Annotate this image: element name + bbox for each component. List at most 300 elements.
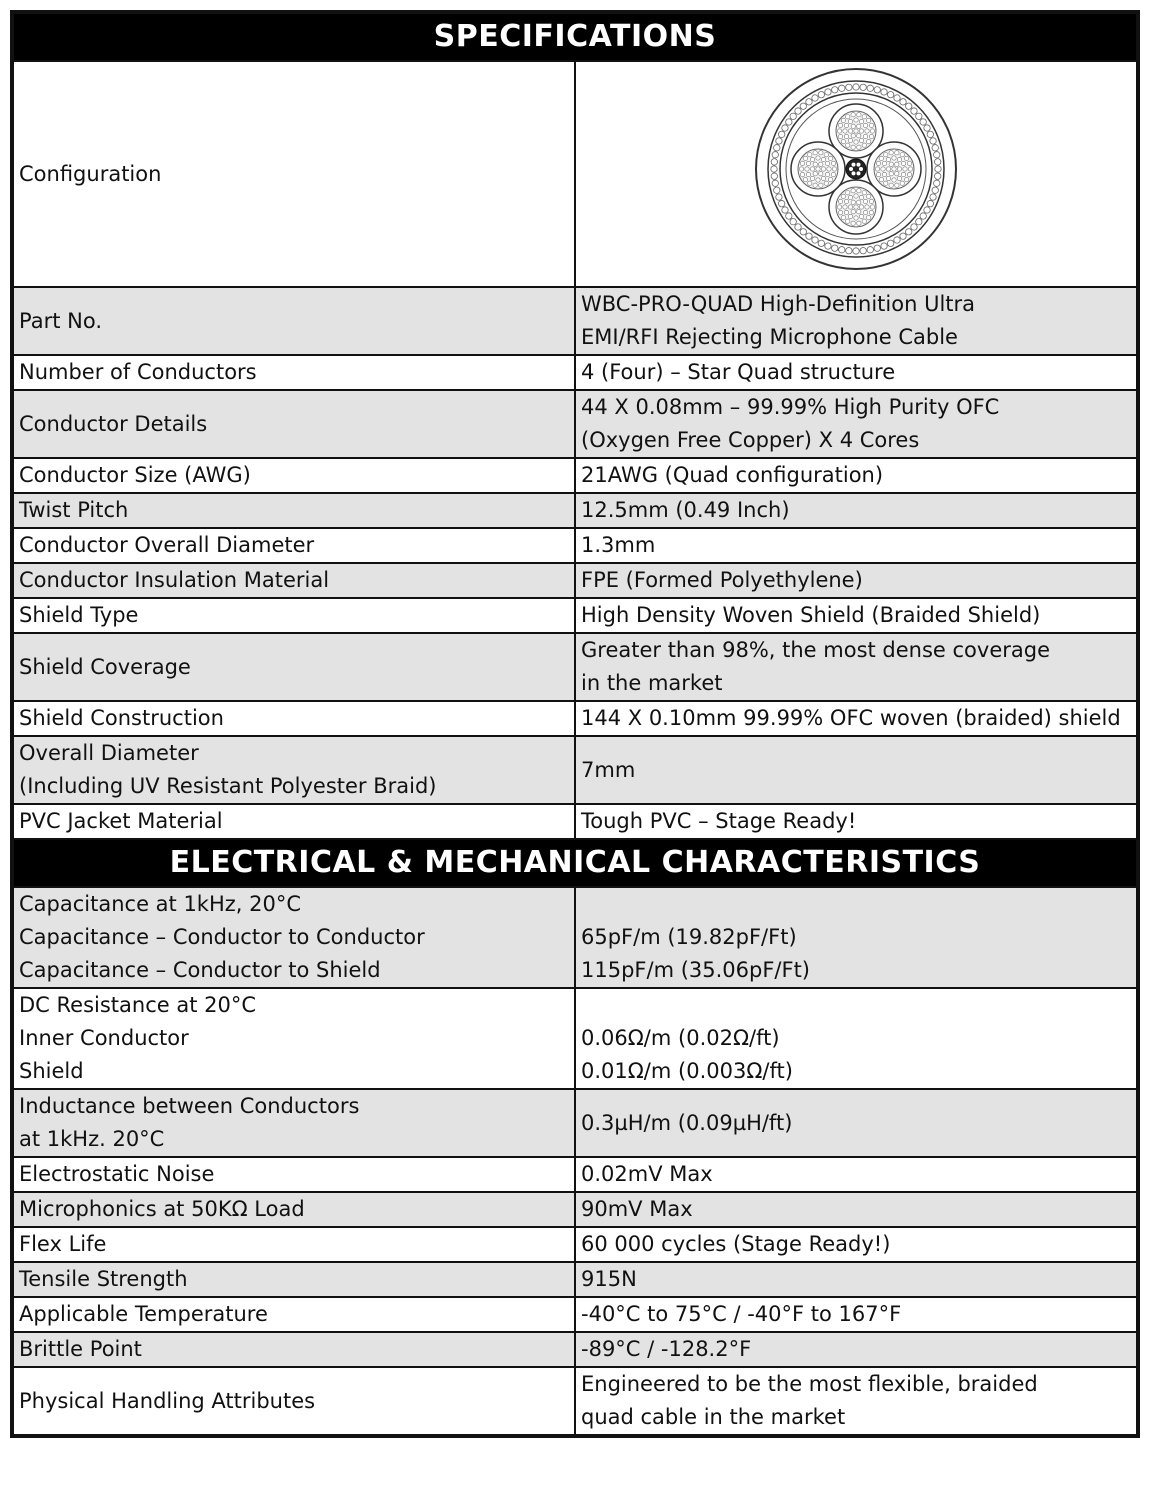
cell-line: Shield xyxy=(19,1059,84,1083)
spec-value xyxy=(575,287,1137,355)
conductor-strand xyxy=(799,167,803,171)
braid-strand xyxy=(934,159,940,165)
conductor-strand xyxy=(854,118,858,122)
spec-row xyxy=(13,1262,1137,1297)
spec-value xyxy=(575,1089,1137,1157)
cell-line: Physical Handling Attributes xyxy=(19,1388,316,1413)
conductor-strand xyxy=(825,161,829,165)
spec-row xyxy=(13,493,1137,528)
conductor-strand xyxy=(851,113,855,117)
conductor-strand xyxy=(819,183,823,187)
conductor-strand xyxy=(828,156,832,160)
braid-strand xyxy=(839,85,845,91)
cell-line: Capacitance – Conductor to Conductor xyxy=(19,925,425,949)
spec-row xyxy=(13,1332,1137,1367)
conductor-strand xyxy=(838,134,842,138)
conductor-strand xyxy=(857,134,861,138)
braid-strand xyxy=(786,119,792,125)
conductor-strand xyxy=(862,219,866,223)
braid-strand xyxy=(927,200,933,206)
conductor-strand xyxy=(816,167,820,171)
spec-row xyxy=(13,736,1137,804)
conductor-strand xyxy=(889,172,893,176)
spec-label xyxy=(13,736,575,804)
braid-strand xyxy=(935,166,941,172)
spec-label xyxy=(13,1332,575,1367)
spec-row xyxy=(13,458,1137,493)
conductor-strand xyxy=(854,194,858,198)
conductor-strand xyxy=(857,189,861,193)
center-filler-strand xyxy=(859,167,863,171)
braid-strand xyxy=(920,119,926,125)
spec-row xyxy=(13,633,1137,701)
conductor-strand xyxy=(865,205,869,209)
spec-label xyxy=(13,988,575,1089)
braid-strand xyxy=(927,131,933,137)
cell-line: 144 X 0.10mm 99.99% OFC woven (braided) shield xyxy=(581,706,1121,730)
conductor-strand xyxy=(862,143,866,147)
conductor-strand xyxy=(805,167,809,171)
conductor-strand xyxy=(900,153,904,157)
conductor-strand xyxy=(869,210,873,214)
braid-strand xyxy=(916,219,922,225)
conductor-strand xyxy=(824,153,828,157)
spec-label xyxy=(13,1297,575,1332)
braid-strand xyxy=(894,95,900,101)
cell-line: in the market xyxy=(581,671,723,695)
conductor-strand xyxy=(889,151,893,155)
conductor-strand xyxy=(846,191,850,195)
specifications-title: SPECIFICATIONS xyxy=(13,13,1137,61)
braid-strand xyxy=(778,131,784,137)
conductor-strand xyxy=(800,161,804,165)
braid-strand xyxy=(771,166,777,172)
cell-line: 4 (Four) – Star Quad structure xyxy=(581,360,896,384)
braid-strand xyxy=(894,237,900,243)
cell-line: Flex Life xyxy=(19,1232,107,1256)
spec-label xyxy=(13,563,575,598)
braid-strand xyxy=(887,91,893,97)
cell-line: 90mV Max xyxy=(581,1197,693,1221)
conductor-strand xyxy=(808,181,812,185)
conductor-strand xyxy=(870,205,874,209)
braid-strand xyxy=(906,103,912,109)
conductor-strand xyxy=(866,118,870,122)
cell-line: Brittle Point xyxy=(19,1337,142,1361)
cell-line: Inner Conductor xyxy=(19,1026,189,1050)
cell-line: 0.01Ω/m (0.003Ω/ft) xyxy=(581,1059,793,1083)
conductor-strand xyxy=(895,162,899,166)
cell-line: PVC Jacket Material xyxy=(19,809,223,833)
cell-line: Shield Type xyxy=(19,603,139,627)
conductor-strand xyxy=(851,145,855,149)
cell-line: DC Resistance at 20°C xyxy=(19,993,257,1017)
conductor-strand xyxy=(895,172,899,176)
spec-label xyxy=(13,701,575,736)
conductor-strand xyxy=(879,156,883,160)
braid-strand xyxy=(916,113,922,119)
conductor-strand xyxy=(806,172,810,176)
conductor-strand xyxy=(857,210,861,214)
conductor-strand xyxy=(813,183,817,187)
braid-strand xyxy=(867,247,873,253)
spec-row xyxy=(13,887,1137,988)
spec-row xyxy=(13,1297,1137,1332)
conductor-strand xyxy=(831,172,835,176)
conductor-strand xyxy=(907,161,911,165)
braid-strand xyxy=(774,187,780,193)
conductor-strand xyxy=(876,161,880,165)
conductor-strand xyxy=(886,167,890,171)
conductor-strand xyxy=(901,172,905,176)
conductor-strand xyxy=(851,134,855,138)
cell-line: Engineered to be the most flexible, braided xyxy=(581,1372,1038,1396)
center-filler-strand xyxy=(849,167,853,171)
braid-strand xyxy=(839,247,845,253)
conductor-strand xyxy=(821,167,825,171)
conductor-strand xyxy=(827,167,831,171)
conductor-strand xyxy=(869,199,873,203)
braid-strand xyxy=(812,95,818,101)
conductor-strand xyxy=(897,167,901,171)
braid-strand xyxy=(867,85,873,91)
cell-line: Twist Pitch xyxy=(19,498,129,522)
cell-line: Applicable Temperature xyxy=(19,1302,268,1326)
conductor-strand xyxy=(844,134,848,138)
conductor-strand xyxy=(813,151,817,155)
conductor-strand xyxy=(859,195,863,199)
cell-line: Capacitance at 1kHz, 20°C xyxy=(19,892,302,916)
conductor-strand xyxy=(819,172,823,176)
braid-strand xyxy=(778,200,784,206)
conductor-strand xyxy=(869,123,873,127)
spec-value xyxy=(575,633,1137,701)
conductor-strand xyxy=(866,215,870,219)
spec-label xyxy=(13,1262,575,1297)
conductor-strand xyxy=(866,194,870,198)
conductor-strand xyxy=(821,157,825,161)
braid-strand xyxy=(846,247,852,253)
spec-row xyxy=(13,1192,1137,1227)
conductor-strand xyxy=(844,199,848,203)
conductor-strand xyxy=(889,183,893,187)
spec-label xyxy=(13,390,575,458)
conductor-strand xyxy=(903,167,907,171)
conductor-strand xyxy=(816,178,820,182)
conductor-strand xyxy=(882,172,886,176)
spec-row xyxy=(13,1089,1137,1157)
conductor-strand xyxy=(863,210,867,214)
spec-value xyxy=(575,1157,1137,1192)
conductor-strand xyxy=(884,153,888,157)
spec-row xyxy=(13,598,1137,633)
conductor-strand xyxy=(857,221,861,225)
conductor-strand xyxy=(900,181,904,185)
cell-line: 7mm xyxy=(581,757,636,782)
braid-strand xyxy=(860,247,866,253)
conductor-strand xyxy=(857,124,861,128)
conductor-strand xyxy=(886,176,890,180)
conductor-strand xyxy=(846,143,850,147)
conductor-strand xyxy=(848,205,852,209)
braid-strand xyxy=(930,194,936,200)
conductor-strand xyxy=(904,156,908,160)
cell-line: WBC-PRO-QUAD High-Definition Ultra xyxy=(581,292,976,316)
conductor-strand xyxy=(884,181,888,185)
conductor-strand xyxy=(813,172,817,176)
conductor-strand xyxy=(854,129,858,133)
cell-line: Shield Construction xyxy=(19,706,224,730)
braid-strand xyxy=(832,87,838,93)
braid-strand xyxy=(776,194,782,200)
conductor-strand xyxy=(851,210,855,214)
cell-line: 0.06Ω/m (0.02Ω/ft) xyxy=(581,1026,780,1050)
conductor-strand xyxy=(897,176,901,180)
braid-strand xyxy=(930,138,936,144)
spec-value xyxy=(575,1332,1137,1367)
cell-line: -40°C to 75°C / -40°F to 167°F xyxy=(581,1302,902,1326)
cell-line: Overall Diameter xyxy=(19,741,199,765)
cell-line: quad cable in the market xyxy=(581,1405,846,1429)
conductor-strand xyxy=(851,221,855,225)
spec-label xyxy=(13,1089,575,1157)
spec-row xyxy=(13,804,1137,839)
braid-strand xyxy=(932,187,938,193)
cell-line: 0.02mV Max xyxy=(581,1162,713,1186)
spec-label xyxy=(13,887,575,988)
cell-line: Conductor Overall Diameter xyxy=(19,533,315,557)
conductor-strand xyxy=(841,139,845,143)
cell-line: Tough PVC – Stage Ready! xyxy=(581,809,857,833)
spec-label xyxy=(13,633,575,701)
spec-label xyxy=(13,1367,575,1435)
conductor-strand xyxy=(851,189,855,193)
braid-strand xyxy=(924,125,930,131)
conductor-strand xyxy=(862,191,866,195)
spec-row xyxy=(13,1227,1137,1262)
cell-line: 1.3mm xyxy=(581,533,656,557)
conductor-strand xyxy=(844,123,848,127)
braid-strand xyxy=(825,89,831,95)
braid-strand xyxy=(795,108,801,114)
braid-strand xyxy=(774,145,780,151)
conductor-strand xyxy=(848,138,852,142)
cell-line: 915N xyxy=(581,1267,637,1291)
conductor-strand xyxy=(806,161,810,165)
center-filler-strand xyxy=(852,171,856,175)
cell-line: 60 000 cycles (Stage Ready!) xyxy=(581,1232,891,1256)
cell-line: 12.5mm (0.49 Inch) xyxy=(581,498,790,522)
conductor-strand xyxy=(854,140,858,144)
spec-label xyxy=(13,1192,575,1227)
braid-strand xyxy=(846,84,852,90)
conductor-strand xyxy=(824,181,828,185)
cell-line: 0.3µH/m (0.09µH/ft) xyxy=(581,1110,793,1135)
braid-strand xyxy=(776,138,782,144)
cell-line: Conductor Details xyxy=(19,411,208,436)
cell-line: Inductance between Conductors xyxy=(19,1094,360,1118)
conductor-strand xyxy=(897,157,901,161)
braid-strand xyxy=(911,108,917,114)
conductor-strand xyxy=(859,129,863,133)
conductor-strand xyxy=(837,205,841,209)
spec-row xyxy=(13,528,1137,563)
conductor-strand xyxy=(813,162,817,166)
braid-strand xyxy=(934,152,940,158)
conductor-strand xyxy=(908,167,912,171)
conductor-strand xyxy=(810,176,814,180)
conductor-strand xyxy=(907,172,911,176)
braid-strand xyxy=(853,248,859,254)
conductor-strand xyxy=(851,200,855,204)
braid-strand xyxy=(924,207,930,213)
cell-line: FPE (Formed Polyethylene) xyxy=(581,568,863,592)
conductor-strand xyxy=(851,124,855,128)
braid-strand xyxy=(782,125,788,131)
spec-label xyxy=(13,287,575,355)
spec-label xyxy=(13,493,575,528)
braid-strand xyxy=(800,229,806,235)
spec-label xyxy=(13,458,575,493)
braid-strand xyxy=(853,84,859,90)
braid-strand xyxy=(906,229,912,235)
conductor-strand xyxy=(863,134,867,138)
center-filler-strand xyxy=(857,171,861,175)
braid-strand xyxy=(800,103,806,109)
braid-strand xyxy=(881,243,887,249)
spec-value xyxy=(575,528,1137,563)
braid-strand xyxy=(812,237,818,243)
braid-strand xyxy=(790,219,796,225)
specifications-header xyxy=(13,13,1137,61)
spec-value xyxy=(575,1367,1137,1435)
conductor-strand xyxy=(881,167,885,171)
braid-strand xyxy=(818,240,824,246)
braid-strand xyxy=(832,245,838,251)
conductor-strand xyxy=(841,118,845,122)
braid-strand xyxy=(920,213,926,219)
conductor-strand xyxy=(808,153,812,157)
conductor-strand xyxy=(904,177,908,181)
spec-value xyxy=(575,804,1137,839)
cell-line: High Density Woven Shield (Braided Shield) xyxy=(581,603,1041,627)
cell-line: 44 X 0.08mm – 99.99% High Purity OFC xyxy=(581,395,1000,419)
cell-line: Number of Conductors xyxy=(19,360,257,384)
braid-strand xyxy=(932,145,938,151)
cell-line: Part No. xyxy=(19,308,102,333)
spec-value xyxy=(575,1297,1137,1332)
conductor-strand xyxy=(810,167,814,171)
conductor-strand xyxy=(848,195,852,199)
center-filler-strand xyxy=(852,163,856,167)
braid-strand xyxy=(771,159,777,165)
spec-label xyxy=(13,1157,575,1192)
conductor-strand xyxy=(803,156,807,160)
conductor-strand xyxy=(837,129,841,133)
braid-strand xyxy=(771,173,777,179)
electrical-title: ELECTRICAL & MECHANICAL CHARACTERISTICS xyxy=(13,839,1137,887)
cell-line: Greater than 98%, the most dense coverage xyxy=(581,638,1051,662)
braid-strand xyxy=(806,99,812,105)
spec-label xyxy=(13,528,575,563)
cell-line: Capacitance – Conductor to Shield xyxy=(19,958,381,982)
conductor-strand xyxy=(819,162,823,166)
spec-row xyxy=(13,287,1137,355)
spec-label xyxy=(13,598,575,633)
braid-strand xyxy=(934,173,940,179)
spec-value xyxy=(575,1192,1137,1227)
cell-line: 115pF/m (35.06pF/Ft) xyxy=(581,958,811,982)
conductor-strand xyxy=(841,215,845,219)
conductor-strand xyxy=(800,172,804,176)
spec-value xyxy=(575,1262,1137,1297)
conductor-strand xyxy=(863,123,867,127)
conductor-strand xyxy=(832,167,836,171)
cell-line: EMI/RFI Rejecting Microphone Cable xyxy=(581,325,958,349)
cell-line: -89°C / -128.2°F xyxy=(581,1337,752,1361)
conductor-strand xyxy=(889,162,893,166)
conductor-strand xyxy=(841,194,845,198)
conductor-strand xyxy=(895,183,899,187)
braid-strand xyxy=(874,87,880,93)
spec-value xyxy=(575,355,1137,390)
cell-line: Conductor Insulation Material xyxy=(19,568,330,592)
spec-value xyxy=(575,736,1137,804)
electrical-header xyxy=(13,839,1137,887)
conductor-strand xyxy=(859,205,863,209)
conductor-strand xyxy=(875,167,879,171)
conductor-strand xyxy=(859,214,863,218)
braid-strand xyxy=(782,207,788,213)
braid-strand xyxy=(911,224,917,230)
conductor-strand xyxy=(848,214,852,218)
spec-label xyxy=(13,804,575,839)
spec-label xyxy=(13,355,575,390)
conductor-strand xyxy=(848,119,852,123)
braid-strand xyxy=(887,240,893,246)
spec-row xyxy=(13,1367,1137,1435)
spec-label xyxy=(13,1227,575,1262)
braid-strand xyxy=(874,245,880,251)
braid-strand xyxy=(900,99,906,105)
spec-row xyxy=(13,988,1137,1089)
configuration-label: Configuration xyxy=(13,61,575,287)
braid-strand xyxy=(825,243,831,249)
conductor-strand xyxy=(857,200,861,204)
conductor-strand xyxy=(819,151,823,155)
cable-cross-section-diagram xyxy=(753,66,959,272)
conductor-strand xyxy=(843,129,847,133)
braid-strand xyxy=(818,91,824,97)
conductor-strand xyxy=(846,219,850,223)
cell-line: (Including UV Resistant Polyester Braid) xyxy=(19,774,437,798)
conductor-strand xyxy=(870,129,874,133)
spec-value xyxy=(575,598,1137,633)
cell-line: Electrostatic Noise xyxy=(19,1162,215,1186)
spec-row xyxy=(13,563,1137,598)
spec-value xyxy=(575,701,1137,736)
spec-table xyxy=(12,12,1138,1436)
cell-line: 65pF/m (19.82pF/Ft) xyxy=(581,925,797,949)
conductor-strand xyxy=(828,177,832,181)
braid-strand xyxy=(772,152,778,158)
spec-value xyxy=(575,988,1137,1089)
conductor-strand xyxy=(892,167,896,171)
conductor-strand xyxy=(844,210,848,214)
braid-strand xyxy=(900,233,906,239)
spec-value xyxy=(575,887,1137,988)
cell-line: Shield Coverage xyxy=(19,654,191,679)
